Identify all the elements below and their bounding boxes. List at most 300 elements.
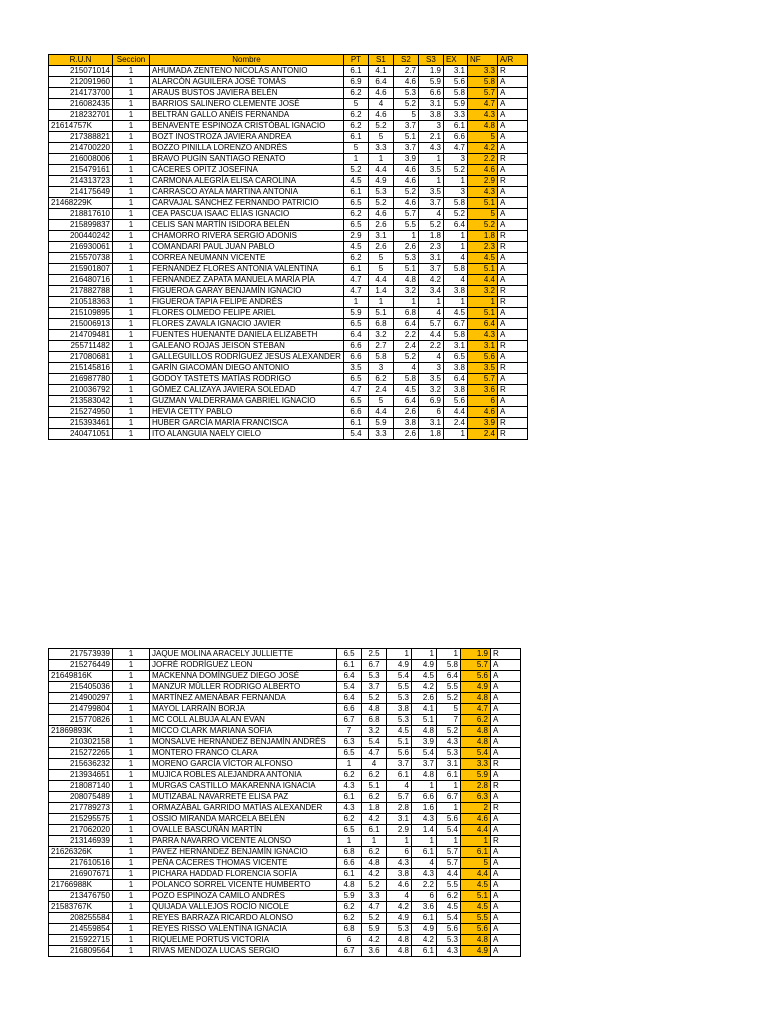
seccion-cell: 1 [113, 66, 150, 77]
s1-cell: 3.7 [362, 682, 387, 693]
seccion-cell: 1 [113, 814, 150, 825]
ar-cell: R [497, 242, 527, 253]
s2-cell: 4.8 [387, 935, 412, 946]
s2-cell: 5.5 [393, 220, 418, 231]
nf-cell: 5.7 [467, 374, 497, 385]
pt-cell: 6.2 [343, 253, 368, 264]
table-row [49, 330, 528, 341]
s1-cell: 2.4 [368, 385, 393, 396]
ex-cell: 6.5 [443, 352, 467, 363]
pt-cell: 6.1 [343, 418, 368, 429]
run-cell: 215922715 [49, 935, 113, 946]
pt-cell: 4.7 [343, 286, 368, 297]
nf-cell: 3.5 [467, 363, 497, 374]
nombre-cell: MC COLL ALBUJA ALAN EVAN [150, 715, 337, 726]
seccion-cell: 1 [113, 770, 150, 781]
s3-cell: 1 [412, 836, 437, 847]
nf-cell: 5.5 [461, 913, 491, 924]
table-row [49, 693, 521, 704]
s1-cell: 3.3 [368, 429, 393, 440]
run-cell: 217882788 [49, 286, 113, 297]
s1-cell: 3.6 [362, 946, 387, 957]
s2-cell: 2.6 [393, 407, 418, 418]
s2-cell: 6.4 [393, 396, 418, 407]
s2-cell: 4.5 [387, 726, 412, 737]
s2-cell: 4.6 [393, 77, 418, 88]
s1-cell: 5.3 [362, 671, 387, 682]
ar-cell: A [497, 220, 527, 231]
ar-cell: R [491, 803, 521, 814]
ar-cell: A [497, 198, 527, 209]
table-row [49, 924, 521, 935]
run-cell: 215006913 [49, 319, 113, 330]
s3-cell: 2.3 [418, 242, 443, 253]
nombre-cell: FUENTES HUENANTE DANIELA ELIZABETH [150, 330, 344, 341]
table-row [49, 99, 528, 110]
run-cell: 217080681 [49, 352, 113, 363]
ar-cell: A [497, 407, 527, 418]
ex-cell: 1 [437, 803, 461, 814]
s1-cell: 5.9 [362, 924, 387, 935]
s2-cell: 5.3 [387, 693, 412, 704]
s3-cell: 4 [418, 352, 443, 363]
ar-cell: A [497, 187, 527, 198]
s1-cell: 3.2 [362, 726, 387, 737]
nf-cell: 4.2 [467, 143, 497, 154]
run-cell: 215636232 [49, 759, 113, 770]
nf-cell: 4.9 [461, 682, 491, 693]
s3-cell: 6.6 [418, 88, 443, 99]
run-cell: 214709481 [49, 330, 113, 341]
s2-cell: 5.2 [393, 352, 418, 363]
ex-cell: 5.5 [437, 880, 461, 891]
s2-cell: 4 [387, 781, 412, 792]
ex-cell: 6.1 [437, 770, 461, 781]
s2-cell: 4.9 [387, 913, 412, 924]
s1-cell: 1.8 [362, 803, 387, 814]
ex-cell: 3.8 [443, 385, 467, 396]
s2-cell: 5.7 [387, 792, 412, 803]
run-cell: 215770826 [49, 715, 113, 726]
nombre-cell: MARTÍNEZ AMENÁBAR FERNANDA [150, 693, 337, 704]
run-cell: 210302158 [49, 737, 113, 748]
pt-cell: 6.2 [337, 902, 362, 913]
nombre-cell: POLANCO SORREL VICENTE HUMBERTO [150, 880, 337, 891]
nombre-cell: BARRIOS SALINERO CLEMENTE JOSÉ [150, 99, 344, 110]
nf-cell: 4.8 [461, 737, 491, 748]
ex-cell: 6.4 [443, 220, 467, 231]
run-cell: 21583767K [49, 902, 113, 913]
nombre-cell: RIQUELME PORTUS VICTORIA [150, 935, 337, 946]
s3-cell: 1 [418, 297, 443, 308]
table-row [49, 143, 528, 154]
s1-cell: 6.4 [368, 77, 393, 88]
nombre-cell: BOZZO PINILLA LORENZO ANDRÉS [150, 143, 344, 154]
s3-cell: 6.9 [418, 396, 443, 407]
nombre-cell: CELIS SAN MARTÍN ISIDORA BELÉN [150, 220, 344, 231]
ar-cell: A [491, 748, 521, 759]
ar-cell: A [491, 913, 521, 924]
ex-cell: 1 [443, 429, 467, 440]
run-cell: 21766988K [49, 880, 113, 891]
nombre-cell: FERNÁNDEZ ZAPATA MANUELA MARÍA PÍA [150, 275, 344, 286]
run-cell: 217573939 [49, 649, 113, 660]
header-nombre: Nombre [150, 55, 344, 66]
ar-cell: A [491, 737, 521, 748]
s1-cell: 4.2 [362, 814, 387, 825]
nombre-cell: ITO ALANGUIA NAELY CIELO [150, 429, 344, 440]
ar-cell: A [497, 308, 527, 319]
pt-cell: 6.1 [343, 264, 368, 275]
nf-cell: 4.5 [461, 880, 491, 891]
run-cell: 215274950 [49, 407, 113, 418]
run-cell: 21626326K [49, 847, 113, 858]
pt-cell: 4.3 [337, 781, 362, 792]
s3-cell: 3.5 [418, 187, 443, 198]
seccion-cell: 1 [113, 792, 150, 803]
ex-cell: 5.8 [443, 330, 467, 341]
nf-cell: 4.4 [467, 275, 497, 286]
run-cell: 214700220 [49, 143, 113, 154]
nf-cell: 4.8 [461, 693, 491, 704]
s3-cell: 5.9 [418, 77, 443, 88]
nf-cell: 1.8 [467, 231, 497, 242]
ex-cell: 5 [437, 704, 461, 715]
run-cell: 216809564 [49, 946, 113, 957]
pt-cell: 6 [337, 935, 362, 946]
pt-cell: 6.5 [337, 825, 362, 836]
s2-cell: 3.9 [393, 154, 418, 165]
table-row [49, 341, 528, 352]
nombre-cell: GUZMAN VALDERRAMA GABRIEL IGNACIO [150, 396, 344, 407]
seccion-cell: 1 [113, 715, 150, 726]
table-row [49, 253, 528, 264]
seccion-cell: 1 [113, 88, 150, 99]
table-row [49, 231, 528, 242]
ex-cell: 1 [437, 649, 461, 660]
seccion-cell: 1 [113, 836, 150, 847]
ex-cell: 5.2 [437, 726, 461, 737]
s3-cell: 3.5 [418, 165, 443, 176]
seccion-cell: 1 [113, 165, 150, 176]
ar-cell: R [497, 286, 527, 297]
s3-cell: 6 [418, 407, 443, 418]
ex-cell: 5.2 [437, 693, 461, 704]
s1-cell: 4.7 [362, 748, 387, 759]
pt-cell: 6.6 [337, 704, 362, 715]
nf-cell: 5.7 [467, 88, 497, 99]
nombre-cell: CARRASCO AYALA MARTINA ANTONIA [150, 187, 344, 198]
nf-cell: 6 [467, 396, 497, 407]
ar-cell: A [491, 869, 521, 880]
nombre-cell: HEVIA CETTY PABLO [150, 407, 344, 418]
nombre-cell: ARAUS BUSTOS JAVIERA BELÉN [150, 88, 344, 99]
s3-cell: 3.2 [418, 385, 443, 396]
seccion-cell: 1 [113, 121, 150, 132]
ar-cell: A [491, 902, 521, 913]
ex-cell: 5.6 [437, 924, 461, 935]
nf-cell: 3.9 [467, 418, 497, 429]
s3-cell: 4.8 [412, 770, 437, 781]
s2-cell: 2.8 [387, 803, 412, 814]
s2-cell: 3.8 [387, 704, 412, 715]
table-row [49, 275, 528, 286]
run-cell: 215405036 [49, 682, 113, 693]
seccion-cell: 1 [113, 264, 150, 275]
nombre-cell: GODOY TASTETS MATÍAS RODRIGO [150, 374, 344, 385]
s3-cell: 3.7 [418, 198, 443, 209]
pt-cell: 1 [343, 154, 368, 165]
nf-cell: 2.9 [467, 176, 497, 187]
nombre-cell: GALLEGUILLOS RODRÍGUEZ JESÚS ALEXANDER [150, 352, 344, 363]
s1-cell: 3.2 [368, 330, 393, 341]
table-row [49, 682, 521, 693]
run-cell: 215901807 [49, 264, 113, 275]
table-row [49, 704, 521, 715]
s2-cell: 1 [393, 231, 418, 242]
pt-cell: 6.6 [343, 407, 368, 418]
nf-cell: 4.8 [461, 935, 491, 946]
nf-cell: 5.9 [461, 770, 491, 781]
ex-cell: 6.4 [443, 374, 467, 385]
s1-cell: 4.8 [362, 704, 387, 715]
nf-cell: 2 [461, 803, 491, 814]
s2-cell: 3.7 [387, 759, 412, 770]
ar-cell: A [491, 825, 521, 836]
s1-cell: 5.3 [368, 187, 393, 198]
s1-cell: 4.4 [368, 407, 393, 418]
s3-cell: 4.9 [412, 924, 437, 935]
run-cell: 215272265 [49, 748, 113, 759]
s1-cell: 6.2 [368, 374, 393, 385]
s1-cell: 3.3 [368, 143, 393, 154]
table-row [49, 671, 521, 682]
ex-cell: 5.8 [443, 88, 467, 99]
pt-cell: 6.4 [337, 671, 362, 682]
header-ex: EX [443, 55, 467, 66]
s1-cell: 5.2 [362, 880, 387, 891]
s3-cell: 2.1 [418, 132, 443, 143]
s2-cell: 2.6 [393, 242, 418, 253]
ex-cell: 4.5 [443, 308, 467, 319]
table-row [49, 418, 528, 429]
pt-cell: 6.5 [343, 319, 368, 330]
ar-cell: A [491, 935, 521, 946]
ar-cell: A [497, 132, 527, 143]
nombre-cell: MUTIZABAL NAVARRETE ELISA PAZ [150, 792, 337, 803]
table-row [49, 374, 528, 385]
s2-cell: 3.7 [393, 121, 418, 132]
s1-cell: 5.2 [368, 121, 393, 132]
pt-cell: 6.2 [343, 88, 368, 99]
nf-cell: 5.1 [467, 198, 497, 209]
s3-cell: 4.9 [412, 660, 437, 671]
table-row [49, 737, 521, 748]
seccion-cell: 1 [113, 275, 150, 286]
table-row [49, 319, 528, 330]
ar-cell: A [497, 319, 527, 330]
nombre-cell: FERNÁNDEZ FLORES ANTONIA VALENTINA [150, 264, 344, 275]
nombre-cell: GALEANO ROJAS JEISON STEBAN [150, 341, 344, 352]
header-s2: S2 [393, 55, 418, 66]
s1-cell: 5.2 [362, 693, 387, 704]
ex-cell: 3.1 [443, 66, 467, 77]
s3-cell: 4.2 [418, 275, 443, 286]
nf-cell: 1 [461, 836, 491, 847]
ar-cell: A [491, 891, 521, 902]
ar-cell: R [491, 649, 521, 660]
table-row [49, 715, 521, 726]
ar-cell: A [491, 792, 521, 803]
ar-cell: R [497, 429, 527, 440]
ex-cell: 4.7 [443, 143, 467, 154]
table-row [49, 363, 528, 374]
seccion-cell: 1 [113, 330, 150, 341]
table-row [49, 242, 528, 253]
nf-cell: 3.6 [467, 385, 497, 396]
s1-cell: 4.4 [368, 275, 393, 286]
table-row [49, 187, 528, 198]
s3-cell: 6.1 [412, 946, 437, 957]
nf-cell: 5.6 [467, 352, 497, 363]
header-seccion: Seccion [113, 55, 150, 66]
pt-cell: 6.2 [337, 770, 362, 781]
seccion-cell: 1 [113, 726, 150, 737]
s3-cell: 3.1 [418, 418, 443, 429]
s2-cell: 2.2 [393, 330, 418, 341]
pt-cell: 5 [343, 143, 368, 154]
table-row [49, 858, 521, 869]
s3-cell: 4.2 [412, 682, 437, 693]
nf-cell: 5.1 [467, 308, 497, 319]
seccion-cell: 1 [113, 429, 150, 440]
s2-cell: 5 [393, 110, 418, 121]
ar-cell: A [497, 110, 527, 121]
table-row [49, 902, 521, 913]
seccion-cell: 1 [113, 649, 150, 660]
table-row [49, 198, 528, 209]
s1-cell: 6.2 [362, 770, 387, 781]
nf-cell: 2.4 [467, 429, 497, 440]
ex-cell: 1 [437, 781, 461, 792]
seccion-cell: 1 [113, 759, 150, 770]
pt-cell: 4.7 [343, 385, 368, 396]
run-cell: 200440242 [49, 231, 113, 242]
ex-cell: 5.8 [443, 264, 467, 275]
s3-cell: 3.7 [412, 759, 437, 770]
seccion-cell: 1 [113, 154, 150, 165]
run-cell: 214175649 [49, 187, 113, 198]
ar-cell: A [491, 682, 521, 693]
seccion-cell: 1 [113, 803, 150, 814]
s2-cell: 4.6 [393, 198, 418, 209]
seccion-cell: 1 [113, 352, 150, 363]
s1-cell: 5.9 [368, 418, 393, 429]
run-cell: 215479161 [49, 165, 113, 176]
nombre-cell: POZO ESPINOZA CAMILO ANDRÉS [150, 891, 337, 902]
seccion-cell: 1 [113, 407, 150, 418]
s3-cell: 1 [412, 649, 437, 660]
ex-cell: 6.6 [443, 132, 467, 143]
ex-cell: 5.6 [443, 77, 467, 88]
s2-cell: 1 [387, 649, 412, 660]
nf-cell: 4.3 [467, 110, 497, 121]
ex-cell: 6.2 [437, 891, 461, 902]
seccion-cell: 1 [113, 671, 150, 682]
s2-cell: 4 [387, 891, 412, 902]
s3-cell: 3.9 [412, 737, 437, 748]
s1-cell: 5.4 [362, 737, 387, 748]
pt-cell: 6.1 [337, 660, 362, 671]
ar-cell: A [497, 396, 527, 407]
s3-cell: 6 [412, 891, 437, 902]
pt-cell: 5.9 [337, 891, 362, 902]
run-cell: 217062020 [49, 825, 113, 836]
run-cell: 215899837 [49, 220, 113, 231]
ar-cell: R [497, 385, 527, 396]
s1-cell: 4.9 [368, 176, 393, 187]
seccion-cell: 1 [113, 209, 150, 220]
table-row [49, 132, 528, 143]
s2-cell: 3.1 [387, 814, 412, 825]
ar-cell: A [497, 352, 527, 363]
nf-cell: 4.3 [467, 187, 497, 198]
table-row [49, 385, 528, 396]
ex-cell: 3.1 [437, 759, 461, 770]
nf-cell: 3.1 [467, 341, 497, 352]
table-row [49, 286, 528, 297]
run-cell: 216987780 [49, 374, 113, 385]
nombre-cell: BOZT INOSTROZA JAVIERA ANDREA [150, 132, 344, 143]
pt-cell: 4.8 [337, 880, 362, 891]
run-cell: 210518363 [49, 297, 113, 308]
ar-cell: A [497, 88, 527, 99]
run-cell: 218087140 [49, 781, 113, 792]
s1-cell: 5.1 [368, 308, 393, 319]
ar-cell: A [491, 858, 521, 869]
seccion-cell: 1 [113, 935, 150, 946]
nf-cell: 6.1 [461, 847, 491, 858]
header-ar: A/R [497, 55, 527, 66]
run-cell: 21869893K [49, 726, 113, 737]
pt-cell: 6.8 [337, 924, 362, 935]
pt-cell: 6.2 [343, 121, 368, 132]
nombre-cell: OSSIO MIRANDA MARCELA BELÉN [150, 814, 337, 825]
s3-cell: 4.3 [412, 869, 437, 880]
nombre-cell: FLORES OLMEDO FELIPE ARIEL [150, 308, 344, 319]
s3-cell: 2.2 [418, 341, 443, 352]
ex-cell: 2.4 [443, 418, 467, 429]
nombre-cell: REYES RISSO VALENTINA IGNACIA [150, 924, 337, 935]
s1-cell: 4.8 [362, 858, 387, 869]
run-cell: 215109895 [49, 308, 113, 319]
table-row [49, 396, 528, 407]
run-cell: 217610516 [49, 858, 113, 869]
s1-cell: 4.2 [362, 869, 387, 880]
run-cell: 21468229K [49, 198, 113, 209]
table-row [49, 176, 528, 187]
s1-cell: 3.3 [362, 891, 387, 902]
nombre-cell: FIGUEROA TAPIA FELIPE ANDRÉS [150, 297, 344, 308]
seccion-cell: 1 [113, 748, 150, 759]
s3-cell: 1.6 [412, 803, 437, 814]
run-cell: 217789273 [49, 803, 113, 814]
header-s1: S1 [368, 55, 393, 66]
nombre-cell: CÁCERES OPITZ JOSEFINA [150, 165, 344, 176]
table-row [49, 220, 528, 231]
ar-cell: R [491, 759, 521, 770]
s1-cell: 4 [362, 759, 387, 770]
